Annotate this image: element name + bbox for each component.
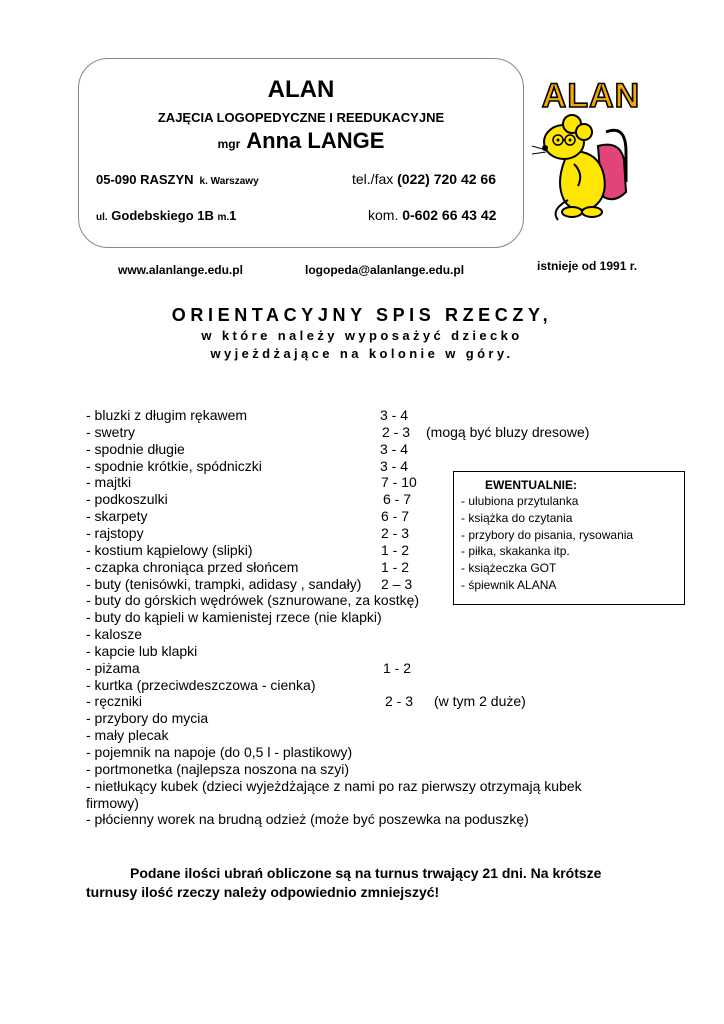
optional-item: - przybory do pisania, rysowania [461,527,634,542]
list-item-text: firmowy) [86,795,139,811]
header-kom [368,207,496,223]
list-item-quantity: 3 - 4 [380,407,409,423]
list-item-text: - rajstopy [86,525,144,541]
optional-item: - śpiewnik ALANA [461,578,557,592]
header-title: ALAN [267,76,335,103]
list-item-quantity: 2 - 3 [382,424,411,440]
header-street [96,208,236,223]
list-item-text: - podkoszulki [86,491,168,507]
optional-heading: EWENTUALNIE: [485,478,577,492]
person-prefix: mgr [217,137,241,151]
list-item-quantity: 3 - 4 [380,441,409,457]
list-item-note: (w tym 2 duże) [434,693,526,709]
email-link[interactable]: logopeda@alanlange.edu.pl [305,263,465,277]
list-title: ORIENTACYJNY SPIS RZECZY, [171,305,553,325]
list-item-quantity: 3 - 4 [380,458,409,474]
list-item-quantity: 1 - 2 [381,542,410,558]
street-unit-label: m. [217,212,230,223]
tel-value: (022) 720 42 66 [397,171,496,187]
list-subtitle-line2: wyjeżdżające na kolonie w góry. [210,346,514,361]
list-item-text: - pojemnik na napoje (do 0,5 l - plastikowy) [86,744,353,760]
header-city [96,172,259,187]
city: 05-090 RASZYN [96,172,194,187]
logo-text: ALAN [541,77,641,114]
footer-note: Podane ilości ubrań obliczone są na turnus trwający 21 dni. Na krótsze turnusy ilość rzeczy należy odpowiednio zmniejszyć! [86,865,602,900]
list-item-text: - spodnie krótkie, spódniczki [86,458,262,474]
list-item-text: - portmonetka (najlepsza noszona na szyi) [86,761,350,777]
list-item-quantity: 2 - 3 [381,525,410,541]
list-item-quantity: 6 - 7 [383,491,412,507]
street-unit: 1 [229,208,237,223]
list-item-quantity: 7 - 10 [381,474,417,490]
header-tel [352,171,496,187]
list-item-text: - spodnie długie [86,441,185,457]
list-item-quantity: 6 - 7 [381,508,410,524]
list-item-quantity: 2 – 3 [381,576,413,592]
street: Godebskiego 1B [111,208,214,223]
list-item-text: - kostium kąpielowy (slipki) [86,542,253,558]
kom-label: kom. [368,207,399,223]
list-item-text: - kurtka (przeciwdeszczowa - cienka) [86,677,316,693]
tel-label: tel./fax [352,171,394,187]
list-item-text: - przybory do mycia [86,710,209,726]
header-subtitle: ZAJĘCIA LOGOPEDYCZNE I REEDUKACYJNE [157,110,445,125]
mascot-mouse-icon [528,112,638,224]
list-item-quantity: 1 - 2 [383,660,412,676]
website-link[interactable]: www.alanlange.edu.pl [118,263,243,277]
list-item-text: - mały plecak [86,727,169,743]
list-subtitle-line1: w które należy wyposażyć dziecko [201,328,523,343]
optional-item: - książka do czytania [461,510,573,525]
optional-item: - ulubiona przytulanka [461,494,579,508]
list-item-text: - bluzki z długim rękawem [86,407,248,423]
list-item-text: - ręczniki [86,693,143,709]
list-item-text: - nietłukący kubek (dzieci wyjeżdżające z nami po raz pierwszy otrzymają kubek [86,778,582,794]
list-item-text: - majtki [86,474,132,490]
list-item-text: - piżama [86,660,140,676]
since-note: istnieje od 1991 r. [537,259,638,273]
list-item-quantity: 2 - 3 [385,693,414,709]
alan-logo [536,74,646,114]
person-name: Anna LANGE [246,128,385,153]
list-item-text: - czapka chroniąca przed słońcem [86,559,299,575]
optional-item: - książeczka GOT [461,561,557,576]
list-item-text: - buty do kąpieli w kamienistej rzece (nie klapki) [86,609,382,625]
list-item-text: - kapcie lub klapki [86,643,198,659]
list-item-text: - buty (tenisówki, trampki, adidasy , sandały) [86,576,362,592]
list-item-text: - buty do górskich wędrówek (sznurowane, za kostkę) [86,592,420,608]
list-item-text: - kalosze [86,626,143,642]
header-person [78,128,524,154]
list-item-text: - swetry [86,424,135,440]
optional-item: - piłka, skakanka itp. [461,544,570,559]
street-prefix: ul. [96,212,108,223]
city-note: k. Warszawy [199,176,259,187]
list-item-quantity: 1 - 2 [381,559,410,575]
list-item-note: (mogą być bluzy dresowe) [426,424,590,440]
list-item-text: - płócienny worek na brudną odzież (może być poszewka na poduszkę) [86,811,529,827]
kom-value: 0-602 66 43 42 [402,207,497,223]
list-item-text: - skarpety [86,508,148,524]
